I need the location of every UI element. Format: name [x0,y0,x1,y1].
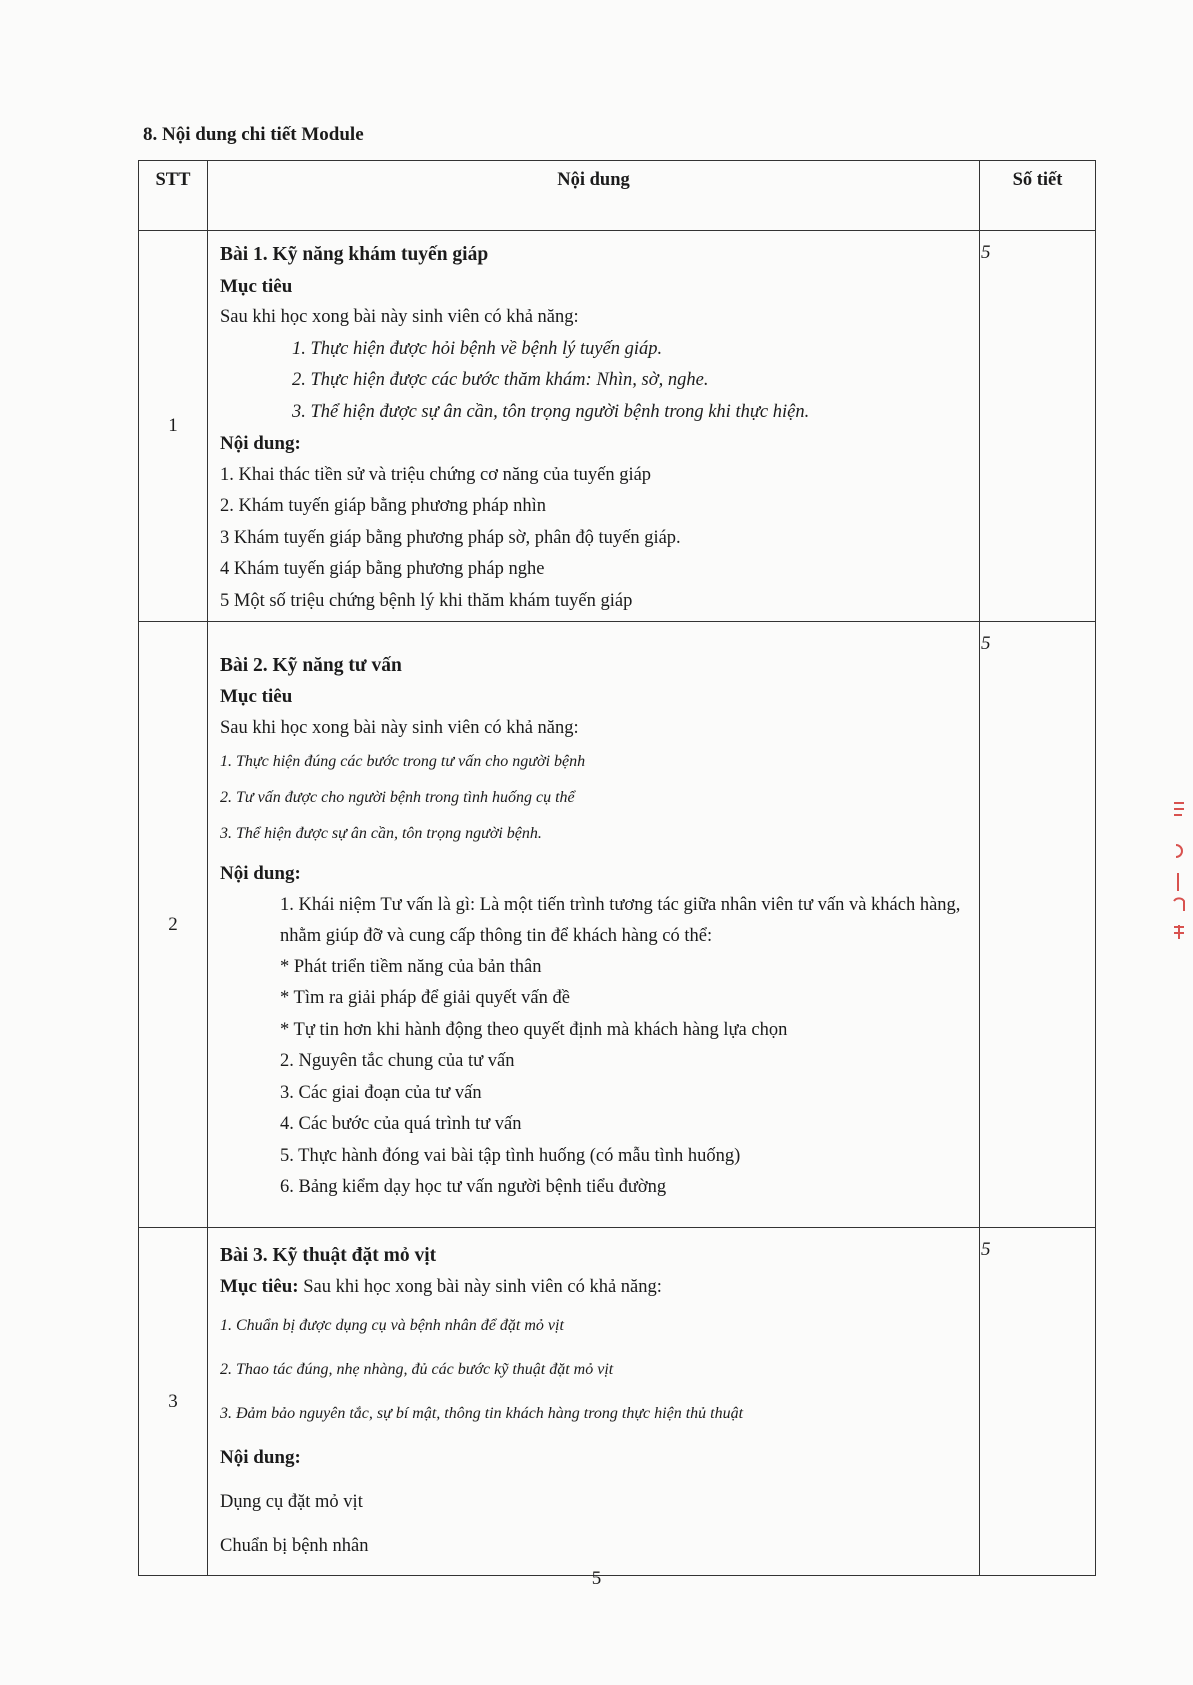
header-stt: STT [139,161,208,231]
objective-intro: Sau khi học xong bài này sinh viên có khả năng: [298,1277,662,1297]
red-stamp-edge [1168,795,1188,956]
module-content-table [138,160,1096,1576]
lesson-title: Bài 1. Kỹ năng khám tuyến giáp [220,244,489,265]
page-number: 5 [591,1568,602,1589]
objective-line [220,1271,965,1304]
content-title: Nội dung: [220,433,301,454]
row-content [208,1228,980,1576]
content-item: 5. Thực hành đóng vai bài tập tình huống (có mẫu tình huống) [280,1145,741,1166]
lesson-title: Bài 3. Kỹ thuật đặt mỏ vịt [220,1244,437,1266]
objective-intro: Sau khi học xong bài này sinh viên có khả năng: [220,717,579,738]
header-content: Nội dung [208,161,980,231]
row-periods: 5 [980,622,1096,1228]
content-item: 6. Bảng kiểm dạy học tư vấn người bệnh tiểu đường [280,1177,667,1197]
row-periods: 5 [980,231,1096,622]
row-stt: 2 [139,622,208,1228]
content-item: 3 Khám tuyến giáp bằng phương pháp sờ, phân độ tuyến giáp. [220,527,681,548]
objective-title: Mục tiêu [220,275,293,297]
objective-item: 2. Thực hiện được các bước thăm khám: Nhìn, sờ, nghe. [292,370,709,390]
row-stt: 1 [139,231,208,622]
section-heading: 8. Nội dung chi tiết Module [143,124,364,145]
objective-item: 1. Thực hiện đúng các bước trong tư vấn cho người bệnh [220,753,586,770]
objective-item: 1. Chuẩn bị được dụng cụ và bệnh nhân để đặt mỏ vịt [220,1316,564,1334]
row-periods: 5 [980,1228,1096,1576]
objective-item: 3. Đảm bảo nguyên tắc, sự bí mật, thông tin khách hàng trong thực hiện thủ thuật [220,1404,744,1422]
content-item: * Tự tin hơn khi hành động theo quyết định mà khách hàng lựa chọn [280,1019,788,1040]
content-item: * Tìm ra giải pháp để giải quyết vấn đề [280,988,570,1008]
table-row [139,1228,1096,1576]
content-item: 4 Khám tuyến giáp bằng phương pháp nghe [220,559,545,579]
table-header-row [139,161,1096,231]
content-title: Nội dung: [220,863,301,884]
row-content [208,231,980,622]
lesson-title: Bài 2. Kỹ năng tư vấn [220,654,402,676]
stamp-mark-icon [1168,795,1188,945]
table-row [139,231,1096,622]
content-item: 5 Một số triệu chứng bệnh lý khi thăm khám tuyến giáp [220,590,633,611]
row-stt: 3 [139,1228,208,1576]
content-item: 1. Khai thác tiền sử và triệu chứng cơ năng của tuyến giáp [220,464,652,485]
content-item: * Phát triển tiềm năng của bản thân [280,956,542,977]
content-item: 4. Các bước của quá trình tư vấn [280,1114,522,1134]
header-periods: Số tiết [980,161,1096,231]
content-item: 3. Các giai đoạn của tư vấn [280,1082,482,1103]
objective-title: Mục tiêu: [220,1276,299,1297]
objective-item: 1. Thực hiện được hỏi bệnh về bệnh lý tuyến giáp. [292,338,663,359]
objective-title: Mục tiêu [220,686,293,707]
table-row [139,622,1096,1228]
content-item: Chuẩn bị bệnh nhân [220,1535,369,1556]
content-item: Dụng cụ đặt mỏ vịt [220,1491,363,1512]
objective-intro: Sau khi học xong bài này sinh viên có khả năng: [220,307,579,327]
objective-item: 2. Tư vấn được cho người bệnh trong tình huống cụ thể [220,789,575,806]
objective-item: 3. Thể hiện được sự ân cần, tôn trọng người bệnh trong khi thực hiện. [292,401,810,422]
content-title: Nội dung: [220,1446,301,1468]
row-content [208,622,980,1228]
content-item: 2. Khám tuyến giáp bằng phương pháp nhìn [220,496,547,516]
objective-item: 2. Thao tác đúng, nhẹ nhàng, đủ các bước kỹ thuật đặt mỏ vịt [220,1360,614,1378]
content-item: 1. Khái niệm Tư vấn là gì: Là một tiến trình tương tác giữa nhân viên tư vấn và khách hàng, nhằm giúp đỡ và cung cấp thông tin để khách hàng có thể: [280,894,961,946]
objective-item: 3. Thể hiện được sự ân cần, tôn trọng người bệnh. [220,825,542,842]
content-item: 2. Nguyên tắc chung của tư vấn [280,1051,515,1071]
